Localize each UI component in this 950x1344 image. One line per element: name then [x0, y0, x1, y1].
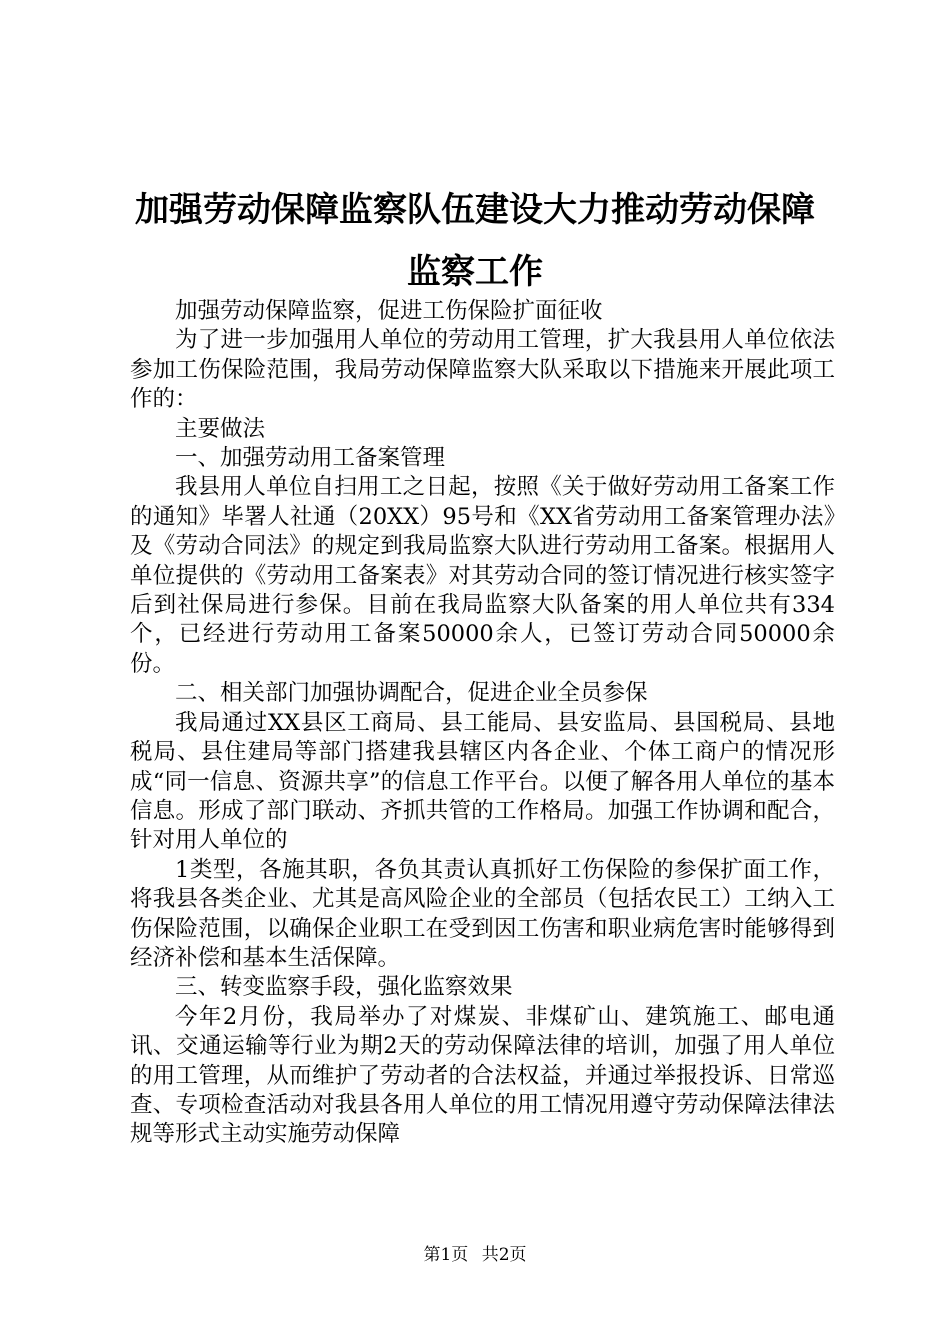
paragraph-heading-3: 三、转变监察手段，强化监察效果: [175, 974, 513, 1001]
paragraph-subtitle: 加强劳动保障监察，促进工伤保险扩面征收: [175, 298, 603, 324]
paragraph-intro: 为了进一步加强用人单位的劳动用工管理，扩大我县用人单位依法参加工伤保险范围，我局劳动保障监察大队采取以下措施来开展此项工作的：: [130, 327, 835, 413]
paragraph-heading-2: 二、相关部门加强协调配合，促进企业全员参保: [175, 680, 648, 707]
paragraph-section-3: 今年2月份，我局举办了对煤炭、非煤矿山、建筑施工、邮电通讯、交通运输等行业为期2天的劳动保障法律的培训，加强了用人单位的用工管理，从而维护了劳动者的合法权益，并通过举报投诉、日常巡查、专项检查活动对我县各用人单位的用工情况用遵守劳动保障法律法规等形式主动实施劳动保障: [130, 1003, 835, 1148]
document-body: [130, 297, 835, 1150]
paragraph-section-2b: 1类型，各施其职，各负其责认真抓好工伤保险的参保扩面工作，将我县各类企业、尤其是高风险企业的全部员（包括农民工）工纳入工伤保险范围，以确保企业职工在受到因工伤害和职业病危害时能够得到经济补偿和基本生活保障。: [130, 856, 835, 971]
paragraph-section-2a: 我局通过XX县区工商局、县工能局、县安监局、县国税局、县地税局、县住建局等部门搭建我县辖区内各企业、个体工商户的情况形成“同一信息、资源共享”的信息工作平台。以便了解各用人单位的基本信息。形成了部门联动、齐抓共管的工作格局。加强工作协调和配合，针对用人单位的: [130, 709, 835, 854]
document-title-line-2: 监察工作: [407, 252, 543, 292]
paragraph-section-1: 我县用人单位自扫用工之日起，按照《关于做好劳动用工备案工作的通知》毕署人社通（20XX）95号和《XX省劳动用工备案管理办法》及《劳动合同法》的规定到我局监察大队进行劳动用工备案。根据用人单位提供的《劳动用工备案表》对其劳动合同的签订情况进行核实签字后到社保局进行参保。目前在我局监察大队备案的用人单位共有334个，已经进行劳动用工备案50000余人，已签订劳动合同50000余份。: [130, 474, 835, 677]
document-title-line-1: 加强劳动保障监察队伍建设大力推动劳动保障: [135, 190, 815, 230]
page-footer: [0, 1244, 950, 1266]
page-total: 共2页: [481, 1245, 527, 1265]
page-number: 第1页: [423, 1245, 469, 1265]
paragraph-heading-main: 主要做法: [175, 415, 266, 442]
paragraph-heading-1: 一、加强劳动用工备案管理: [175, 445, 446, 472]
